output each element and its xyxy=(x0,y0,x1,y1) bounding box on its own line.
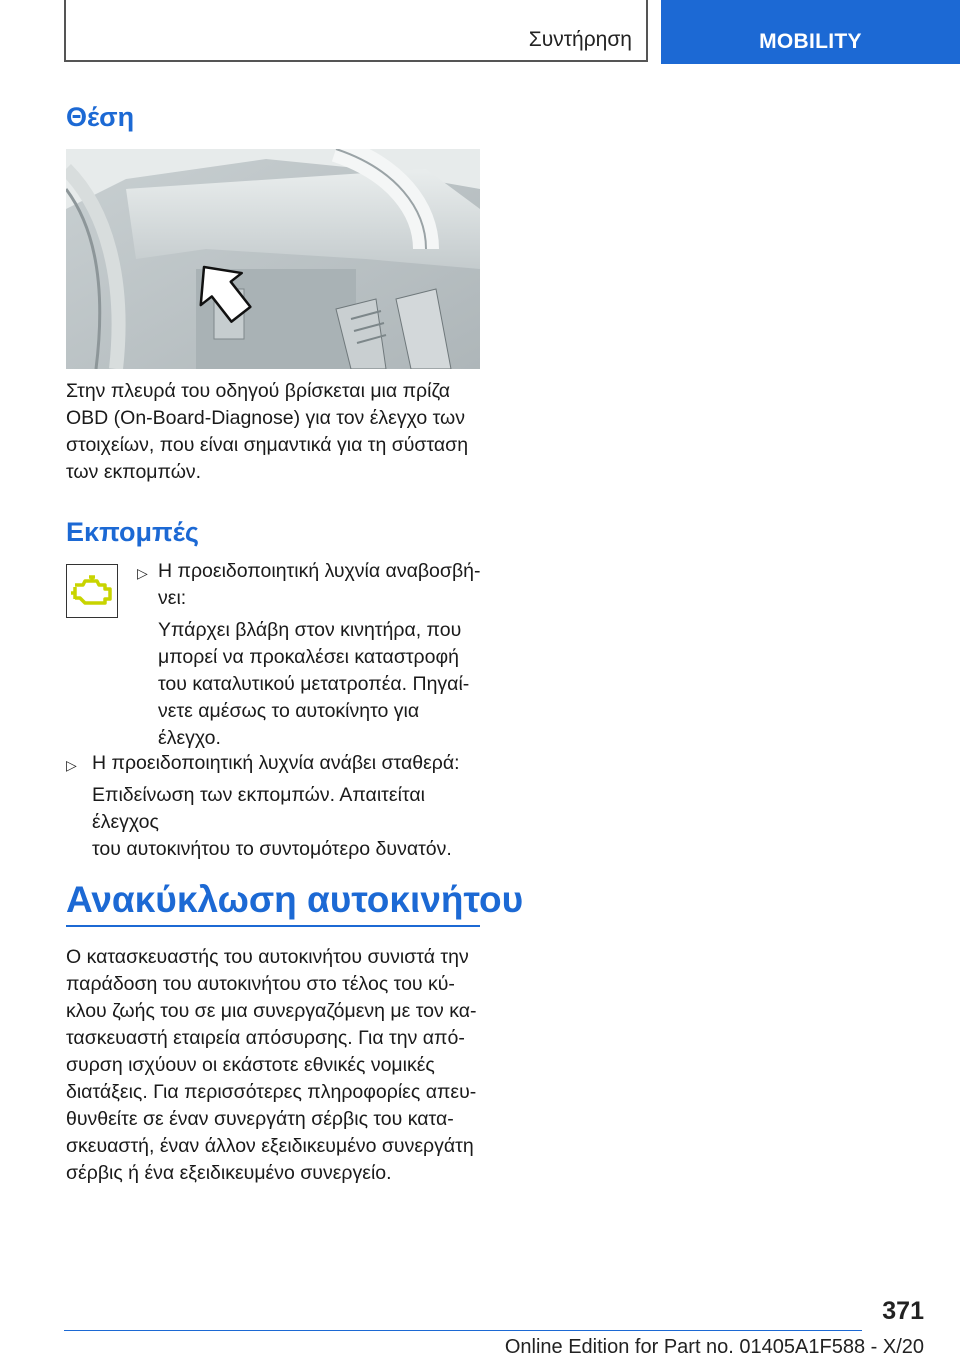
section-title: Συντήρηση xyxy=(528,28,632,51)
header-section-box xyxy=(64,0,648,62)
text-line: Υπάρχει βλάβη στον κινητήρα, που xyxy=(158,619,462,641)
heading-divider xyxy=(66,925,480,927)
emissions-item1-title xyxy=(158,558,488,612)
emissions-item2-body xyxy=(92,782,492,863)
recycling-heading: Ανακύκλωση αυτοκινήτου xyxy=(66,879,524,920)
obd-location-image xyxy=(66,149,480,369)
text-line: διατάξεις. Για περισσότερες πληροφορίες απευ- xyxy=(66,1081,477,1103)
emissions-item2-title xyxy=(92,750,492,777)
text-line: παράδοση του αυτοκινήτου στο τέλος του κύ- xyxy=(66,973,455,995)
page-number: 371 xyxy=(882,1297,924,1325)
text-line: Η προειδοποιητική λυχνία αναβοσβή- xyxy=(158,560,481,582)
text-line: Ο κατασκευαστής του αυτοκινήτου συνιστά την xyxy=(66,946,469,968)
edition-line: Online Edition for Part no. 01405A1F588 - X/20 xyxy=(504,1336,924,1358)
text-line: έλεγχο. xyxy=(158,727,221,749)
location-heading: Θέση xyxy=(66,102,135,132)
text-line: Η προειδοποιητική λυχνία ανάβει σταθερά: xyxy=(92,752,460,774)
text-line: στοιχείων, που είναι σημαντικά για τη σύσταση xyxy=(66,434,469,456)
text-line: νετε αμέσως το αυτοκίνητο για xyxy=(158,700,420,722)
text-line: του καταλυτικού μετατροπέα. Πηγαί- xyxy=(158,673,470,695)
header-brand-box xyxy=(661,0,960,64)
text-line: του αυτοκινήτου το συντομότερο δυνατόν. xyxy=(92,838,452,860)
emissions-heading: Εκπομπές xyxy=(66,517,199,547)
text-line: των εκπομπών. xyxy=(66,461,202,483)
bullet-triangle-icon: ▷ xyxy=(137,565,148,581)
text-line: νει: xyxy=(158,587,187,609)
recycling-text xyxy=(66,944,486,1187)
text-line: Επιδείνωση των εκπομπών. Απαιτείται έλεγχος xyxy=(92,784,425,833)
text-line: Στην πλευρά του οδηγού βρίσκεται μια πρίζα xyxy=(66,380,451,402)
footer-divider xyxy=(64,1330,862,1331)
text-line: θυνθείτε σε έναν συνεργάτη σέρβις του κατα- xyxy=(66,1108,454,1130)
text-line: OBD (On-Board-Diagnose) για τον έλεγχο των xyxy=(66,407,465,429)
brand-label: MOBILITY xyxy=(759,30,862,53)
text-line: σέρβις ή ένα εξειδικευμένο συνεργείο. xyxy=(66,1162,392,1184)
text-line: σκευαστή, έναν άλλον εξειδικευμένο συνεργάτη xyxy=(66,1135,474,1157)
check-engine-icon xyxy=(66,564,118,618)
emissions-item1-body xyxy=(158,617,488,752)
location-text xyxy=(66,378,486,486)
text-line: κλου ζωής του σε μια συνεργαζόμενη με τον κα- xyxy=(66,1000,477,1022)
text-line: συρση ισχύουν οι εκάστοτε εθνικές νομικές xyxy=(66,1054,435,1076)
text-line: μπορεί να προκαλέσει καταστροφή xyxy=(158,646,459,668)
bullet-triangle-icon: ▷ xyxy=(66,757,77,773)
text-line: τασκευαστή εταιρεία απόσυρσης. Για την από- xyxy=(66,1027,465,1049)
